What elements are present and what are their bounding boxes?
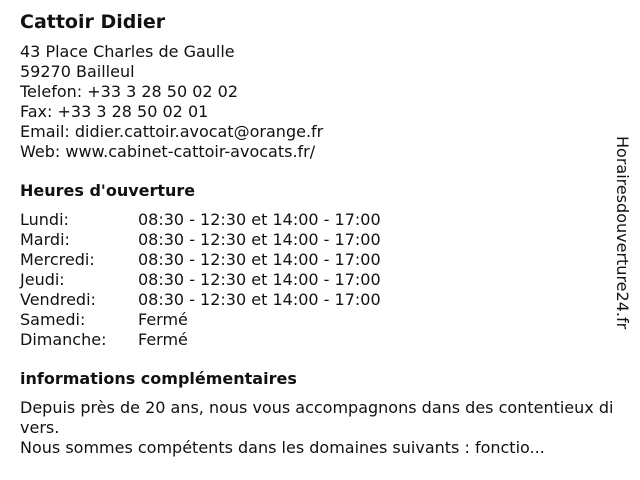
day-label: Vendredi: (20, 290, 96, 309)
day-hours: Fermé (138, 330, 188, 349)
day-label: Jeudi: (20, 270, 65, 289)
hours-row-wednesday (20, 250, 620, 270)
address-line-1: 43 Place Charles de Gaulle (20, 42, 235, 61)
business-name: Cattoir Didier (20, 11, 166, 33)
hours-row-thursday (20, 270, 620, 290)
contact-block (20, 42, 620, 162)
phone-line: Telefon: +33 3 28 50 02 02 (20, 82, 239, 101)
day-hours: Fermé (138, 310, 188, 329)
hours-row-friday (20, 290, 620, 310)
fax-line: Fax: +33 3 28 50 02 01 (20, 102, 209, 121)
hours-row-monday (20, 210, 620, 230)
day-label: Dimanche: (20, 330, 107, 349)
address-line-2: 59270 Bailleul (20, 62, 135, 81)
additional-info-heading: informations complémentaires (20, 369, 297, 388)
site-watermark: Horairesdouverture24.fr (613, 136, 632, 330)
day-hours: 08:30 - 12:30 et 14:00 - 17:00 (138, 230, 381, 249)
additional-info-paragraph-1: Depuis près de 20 ans, nous vous accompagnons dans des contentieux divers. (20, 398, 614, 437)
web-line: Web: www.cabinet-cattoir-avocats.fr/ (20, 142, 316, 161)
email-line: Email: didier.cattoir.avocat@orange.fr (20, 122, 324, 141)
hours-row-tuesday (20, 230, 620, 250)
hours-row-sunday (20, 330, 620, 350)
day-hours: 08:30 - 12:30 et 14:00 - 17:00 (138, 250, 381, 269)
day-label: Samedi: (20, 310, 86, 329)
business-card (20, 8, 620, 458)
day-hours: 08:30 - 12:30 et 14:00 - 17:00 (138, 270, 381, 289)
opening-hours-table (20, 210, 620, 350)
day-hours: 08:30 - 12:30 et 14:00 - 17:00 (138, 290, 381, 309)
hours-row-saturday (20, 310, 620, 330)
day-hours: 08:30 - 12:30 et 14:00 - 17:00 (138, 210, 381, 229)
day-label: Lundi: (20, 210, 69, 229)
opening-hours-heading: Heures d'ouverture (20, 181, 196, 200)
additional-info-paragraph-2: Nous sommes compétents dans les domaines suivants : fonctio... (20, 438, 545, 457)
day-label: Mercredi: (20, 250, 95, 269)
day-label: Mardi: (20, 230, 70, 249)
